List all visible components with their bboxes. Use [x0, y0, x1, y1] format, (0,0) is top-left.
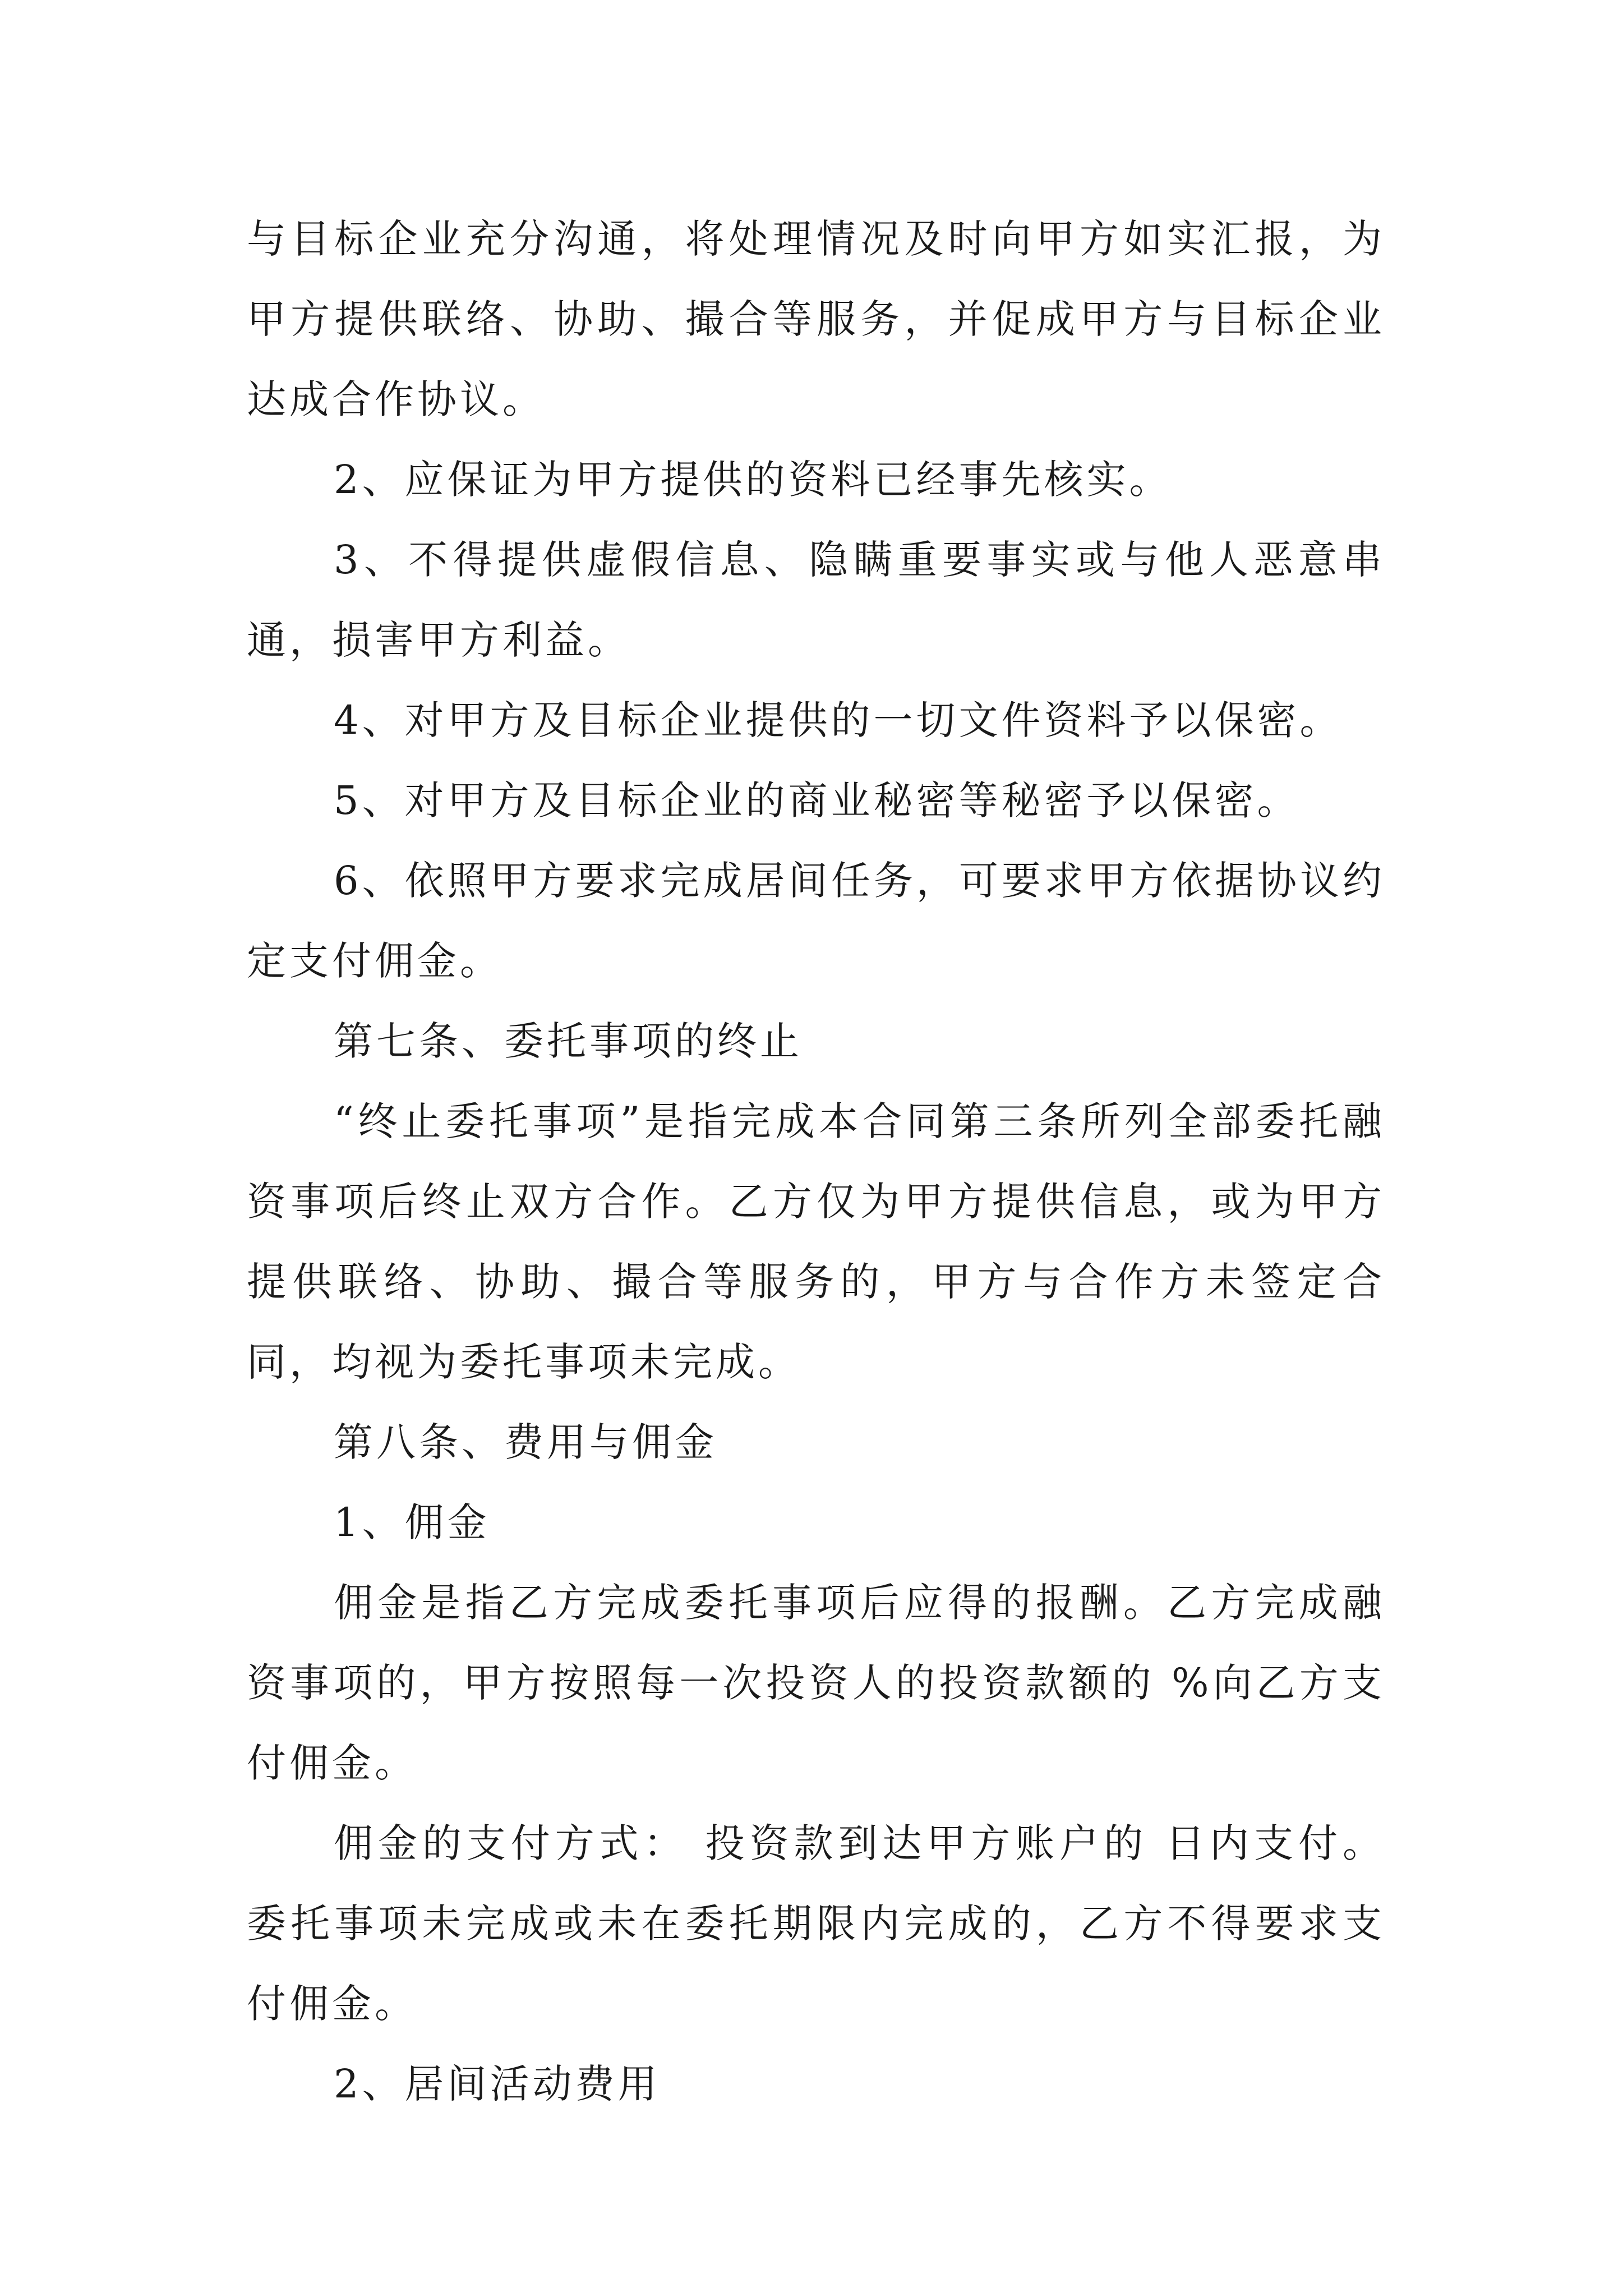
subheading-commission: 1、佣金	[334, 1499, 490, 1545]
article-7-heading: 第七条、委托事项的终止	[334, 1018, 803, 1064]
paragraph-clause-4: 4、对甲方及目标企业提供的一切文件资料予以保密。	[334, 697, 1343, 743]
paragraph-termination-definition: “终止委托事项”是指完成本合同第三条所列全部委托融资事项后终止双方合作。乙方仅为甲方提供信息，或为甲方提供联络、协助、撮合等服务的，甲方与合作方未签定合同，均视为委托事项未完成。	[247, 1098, 1385, 1385]
paragraph-commission-definition: 佣金是指乙方完成委托事项后应得的报酬。乙方完成融资事项的，甲方按照每一次投资人的投资款额的 %向乙方支付佣金。	[247, 1580, 1385, 1786]
subheading-intermediary-expenses: 2、居间活动费用	[334, 2061, 661, 2107]
paragraph-clause-6: 6、依照甲方要求完成居间任务，可要求甲方依据协议约定支付佣金。	[247, 858, 1385, 984]
paragraph-clause-5: 5、对甲方及目标企业的商业秘密等秘密予以保密。	[334, 777, 1300, 823]
paragraph-continuation: 与目标企业充分沟通，将处理情况及时向甲方如实汇报，为甲方提供联络、协助、撮合等服务，并促成甲方与目标企业达成合作协议。	[247, 216, 1385, 422]
paragraph-commission-payment: 佣金的支付方式： 投资款到达甲方账户的 日内支付。委托事项未完成或未在委托期限内完成的，乙方不得要求支付佣金。	[247, 1820, 1385, 2027]
paragraph-clause-3: 3、不得提供虚假信息、隐瞒重要事实或与他人恶意串通，损害甲方利益。	[247, 537, 1385, 663]
article-8-heading: 第八条、费用与佣金	[334, 1419, 717, 1465]
contract-body	[247, 199, 1385, 2124]
paragraph-clause-2: 2、应保证为甲方提供的资料已经事先核实。	[334, 457, 1172, 503]
